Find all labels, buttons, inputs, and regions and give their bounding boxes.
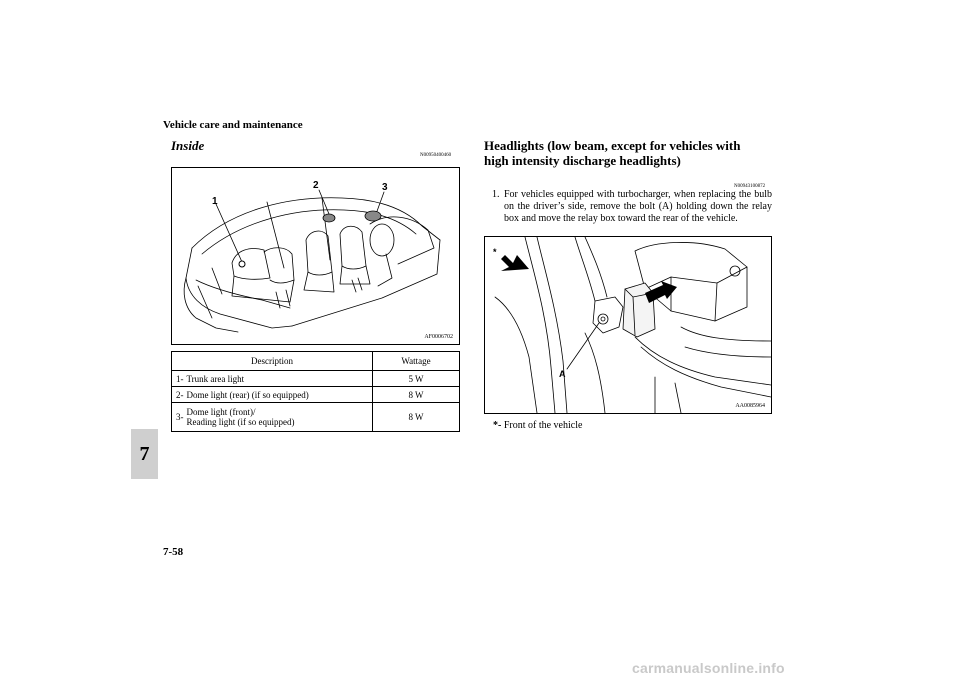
row-number: 1- xyxy=(172,371,184,387)
step-number: 1. xyxy=(492,189,500,200)
car-interior-illustration xyxy=(172,168,459,344)
row-wattage: 8 W xyxy=(373,387,460,403)
chapter-tab xyxy=(131,429,158,479)
row-description: Trunk area light xyxy=(184,371,373,387)
callout-2: 2 xyxy=(313,180,319,191)
callout-3: 3 xyxy=(382,182,388,193)
step-text: For vehicles equipped with turbocharger, when replacing the bulb on the driver’s side, remove the bolt (A) holding down the relay box and move the relay box toward the rear of the vehicle. xyxy=(504,189,772,224)
page-number: 7-58 xyxy=(163,546,184,558)
table-header-row xyxy=(172,352,460,371)
section-code: N00950400460 xyxy=(420,153,452,158)
inside-title: Inside xyxy=(171,138,205,153)
label-a: A xyxy=(559,369,566,379)
row-description-line2: Reading light (if so equipped) xyxy=(186,417,295,427)
row-description xyxy=(184,403,373,432)
watermark: carmanualsonline.info xyxy=(632,660,785,676)
note-mark: *- xyxy=(493,420,502,431)
row-description: Dome light (rear) (if so equipped) xyxy=(184,387,373,403)
interior-lights-figure xyxy=(171,167,460,345)
section-code: N00943100872 xyxy=(734,184,766,189)
engine-bay-illustration xyxy=(485,237,771,413)
row-description-line1: Dome light (front)/ xyxy=(186,407,256,417)
relay-box-figure xyxy=(484,236,772,414)
headlights-title xyxy=(484,138,774,168)
trunk-light-marker xyxy=(239,261,245,267)
dome-light-rear-marker xyxy=(323,214,335,222)
row-number: 2- xyxy=(172,387,184,403)
row-number: 3- xyxy=(172,403,184,432)
figure-note xyxy=(493,420,582,431)
table-row xyxy=(172,387,460,403)
dome-light-front-marker xyxy=(365,211,381,221)
table-row xyxy=(172,403,460,432)
headlights-title-line1: Headlights (low beam, except for vehicles with xyxy=(484,138,741,153)
bulb-wattage-table xyxy=(171,351,460,432)
description-header: Description xyxy=(172,352,373,371)
callout-1: 1 xyxy=(212,196,218,207)
step-1 xyxy=(492,189,772,225)
wattage-header: Wattage xyxy=(373,352,460,371)
row-wattage: 5 W xyxy=(373,371,460,387)
table-row xyxy=(172,371,460,387)
chapter-number: 7 xyxy=(139,442,150,465)
figure-id: AA0085964 xyxy=(735,403,765,409)
figure-id: AF0006702 xyxy=(424,334,453,340)
row-wattage: 8 W xyxy=(373,403,460,432)
section-header: Vehicle care and maintenance xyxy=(163,119,303,131)
headlights-title-line2: high intensity discharge headlights) xyxy=(484,153,681,168)
label-star: * xyxy=(493,247,497,257)
note-text: Front of the vehicle xyxy=(503,420,583,431)
